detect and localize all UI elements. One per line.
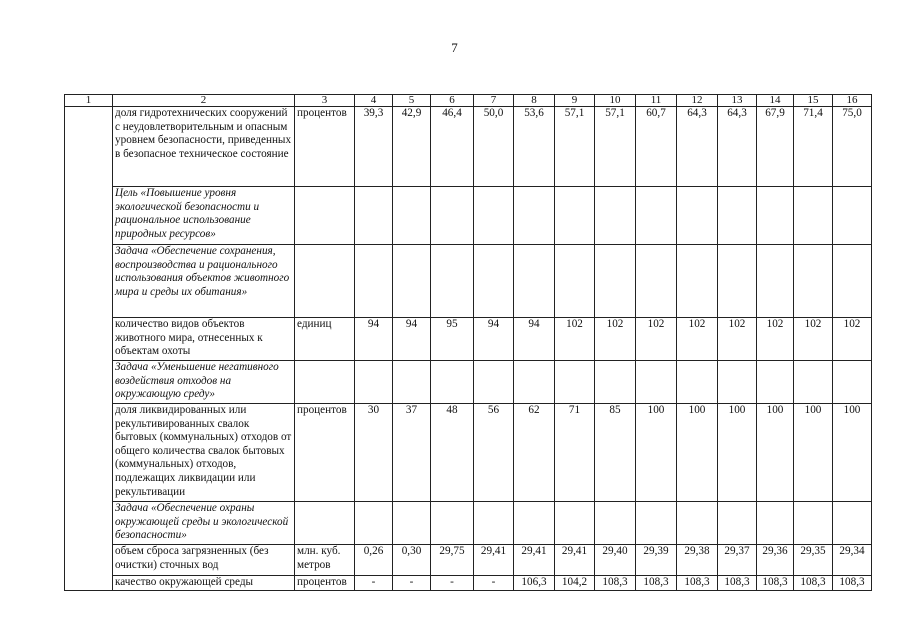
column-number-header: 15 bbox=[794, 95, 833, 107]
value-cell: 29,41 bbox=[514, 545, 555, 576]
value-cell bbox=[393, 502, 431, 545]
column-number-header: 7 bbox=[474, 95, 514, 107]
value-cell: 57,1 bbox=[555, 107, 595, 187]
value-cell: 60,7 bbox=[636, 107, 677, 187]
value-cell bbox=[595, 361, 636, 404]
value-cell bbox=[393, 361, 431, 404]
value-cell: 108,3 bbox=[757, 576, 794, 591]
value-cell bbox=[833, 245, 872, 318]
value-cell: 29,39 bbox=[636, 545, 677, 576]
column-number-header: 6 bbox=[431, 95, 474, 107]
section-heading-cell: Цель «Повышение уровня экологической безопасности и рациональное использование природных ресурсов» bbox=[113, 187, 295, 245]
column-number-header: 1 bbox=[65, 95, 113, 107]
value-cell: 100 bbox=[636, 404, 677, 502]
table-row bbox=[65, 187, 872, 245]
value-cell: 108,3 bbox=[677, 576, 718, 591]
value-cell: 100 bbox=[757, 404, 794, 502]
unit-cell bbox=[295, 502, 355, 545]
indicator-name-cell: объем сброса загрязненных (без очистки) сточных вод bbox=[113, 545, 295, 576]
column-number-header: 10 bbox=[595, 95, 636, 107]
value-cell: 94 bbox=[393, 318, 431, 361]
value-cell bbox=[757, 187, 794, 245]
value-cell: 85 bbox=[595, 404, 636, 502]
column-number-header: 11 bbox=[636, 95, 677, 107]
value-cell bbox=[794, 502, 833, 545]
value-cell: 56 bbox=[474, 404, 514, 502]
value-cell bbox=[355, 245, 393, 318]
value-cell: 67,9 bbox=[757, 107, 794, 187]
value-cell: 0,26 bbox=[355, 545, 393, 576]
value-cell: 108,3 bbox=[833, 576, 872, 591]
value-cell: - bbox=[474, 576, 514, 591]
value-cell: 48 bbox=[431, 404, 474, 502]
unit-cell bbox=[295, 187, 355, 245]
value-cell: 108,3 bbox=[636, 576, 677, 591]
table-row bbox=[65, 361, 872, 404]
value-cell bbox=[833, 361, 872, 404]
value-cell bbox=[794, 361, 833, 404]
unit-cell: единиц bbox=[295, 318, 355, 361]
value-cell bbox=[757, 502, 794, 545]
value-cell: 100 bbox=[718, 404, 757, 502]
value-cell: 46,4 bbox=[431, 107, 474, 187]
value-cell bbox=[794, 187, 833, 245]
value-cell: 71,4 bbox=[794, 107, 833, 187]
value-cell: 29,41 bbox=[555, 545, 595, 576]
value-cell: 104,2 bbox=[555, 576, 595, 591]
value-cell bbox=[514, 361, 555, 404]
value-cell bbox=[718, 245, 757, 318]
value-cell bbox=[595, 245, 636, 318]
value-cell bbox=[393, 245, 431, 318]
value-cell: 108,3 bbox=[718, 576, 757, 591]
value-cell: 94 bbox=[355, 318, 393, 361]
unit-cell: млн. куб. метров bbox=[295, 545, 355, 576]
value-cell: 29,35 bbox=[794, 545, 833, 576]
page-number: 7 bbox=[451, 40, 458, 55]
value-cell bbox=[636, 187, 677, 245]
indicator-name-cell: доля ликвидированных или рекультивированных свалок бытовых (коммунальных) отходов от общего количества свалок бытовых (коммунальных) отходов, подлежащих ликвидации или рекультивации bbox=[113, 404, 295, 502]
value-cell: 106,3 bbox=[514, 576, 555, 591]
value-cell bbox=[431, 187, 474, 245]
value-cell bbox=[393, 187, 431, 245]
value-cell: 29,40 bbox=[595, 545, 636, 576]
value-cell bbox=[636, 502, 677, 545]
value-cell bbox=[833, 502, 872, 545]
column-number-header: 14 bbox=[757, 95, 794, 107]
value-cell: 30 bbox=[355, 404, 393, 502]
value-cell bbox=[718, 502, 757, 545]
value-cell: 102 bbox=[555, 318, 595, 361]
value-cell bbox=[636, 245, 677, 318]
column-number-header: 13 bbox=[718, 95, 757, 107]
column-number-header: 12 bbox=[677, 95, 718, 107]
value-cell: 39,3 bbox=[355, 107, 393, 187]
value-cell: 100 bbox=[677, 404, 718, 502]
value-cell bbox=[794, 245, 833, 318]
value-cell bbox=[555, 245, 595, 318]
value-cell: 100 bbox=[833, 404, 872, 502]
table-row bbox=[65, 107, 872, 187]
value-cell bbox=[514, 245, 555, 318]
value-cell: 37 bbox=[393, 404, 431, 502]
value-cell: 102 bbox=[718, 318, 757, 361]
value-cell bbox=[595, 502, 636, 545]
value-cell bbox=[677, 187, 718, 245]
indicator-name-cell: качество окружающей среды bbox=[113, 576, 295, 591]
value-cell bbox=[514, 187, 555, 245]
table-row bbox=[65, 318, 872, 361]
table-row bbox=[65, 545, 872, 576]
value-cell: 100 bbox=[794, 404, 833, 502]
value-cell: 94 bbox=[514, 318, 555, 361]
unit-cell: процентов bbox=[295, 107, 355, 187]
value-cell bbox=[355, 187, 393, 245]
value-cell: 29,34 bbox=[833, 545, 872, 576]
value-cell: 102 bbox=[757, 318, 794, 361]
value-cell bbox=[757, 361, 794, 404]
value-cell: 62 bbox=[514, 404, 555, 502]
value-cell bbox=[718, 187, 757, 245]
section-heading-cell: Задача «Обеспечение сохранения, воспроизводства и рационального использования объектов животного мира и среды их обитания» bbox=[113, 245, 295, 318]
value-cell bbox=[431, 502, 474, 545]
unit-cell: процентов bbox=[295, 576, 355, 591]
value-cell: 29,37 bbox=[718, 545, 757, 576]
column-numbers-row bbox=[65, 95, 872, 107]
value-cell bbox=[514, 502, 555, 545]
value-cell: 53,6 bbox=[514, 107, 555, 187]
value-cell: 102 bbox=[677, 318, 718, 361]
value-cell bbox=[474, 187, 514, 245]
value-cell bbox=[757, 245, 794, 318]
value-cell bbox=[677, 361, 718, 404]
value-cell bbox=[474, 245, 514, 318]
row-number-cell bbox=[65, 107, 113, 591]
value-cell: 102 bbox=[833, 318, 872, 361]
value-cell bbox=[636, 361, 677, 404]
value-cell: - bbox=[393, 576, 431, 591]
value-cell: 94 bbox=[474, 318, 514, 361]
table-row bbox=[65, 576, 872, 591]
indicator-name-cell: количество видов объектов животного мира, отнесенных к объектам охоты bbox=[113, 318, 295, 361]
unit-cell bbox=[295, 245, 355, 318]
indicator-name-cell: доля гидротехнических сооружений с неудовлетворительным и опасным уровнем безопасности, приведенных в безопасное техническое состояние bbox=[113, 107, 295, 187]
value-cell: 108,3 bbox=[595, 576, 636, 591]
column-number-header: 2 bbox=[113, 95, 295, 107]
value-cell: 50,0 bbox=[474, 107, 514, 187]
value-cell bbox=[474, 361, 514, 404]
column-number-header: 8 bbox=[514, 95, 555, 107]
value-cell bbox=[355, 361, 393, 404]
column-number-header: 3 bbox=[295, 95, 355, 107]
value-cell: 108,3 bbox=[794, 576, 833, 591]
value-cell: 95 bbox=[431, 318, 474, 361]
value-cell: 29,36 bbox=[757, 545, 794, 576]
section-heading-cell: Задача «Обеспечение охраны окружающей среды и экологической безопасности» bbox=[113, 502, 295, 545]
value-cell: 71 bbox=[555, 404, 595, 502]
table-row bbox=[65, 245, 872, 318]
table-row bbox=[65, 502, 872, 545]
value-cell: 42,9 bbox=[393, 107, 431, 187]
value-cell bbox=[431, 361, 474, 404]
value-cell bbox=[555, 502, 595, 545]
value-cell bbox=[355, 502, 393, 545]
column-number-header: 4 bbox=[355, 95, 393, 107]
unit-cell: процентов bbox=[295, 404, 355, 502]
column-number-header: 9 bbox=[555, 95, 595, 107]
value-cell: - bbox=[431, 576, 474, 591]
value-cell: 102 bbox=[794, 318, 833, 361]
value-cell bbox=[431, 245, 474, 318]
value-cell bbox=[677, 245, 718, 318]
value-cell: 29,41 bbox=[474, 545, 514, 576]
table-row bbox=[65, 404, 872, 502]
value-cell: 57,1 bbox=[595, 107, 636, 187]
column-number-header: 16 bbox=[833, 95, 872, 107]
value-cell: 75,0 bbox=[833, 107, 872, 187]
value-cell bbox=[833, 187, 872, 245]
value-cell bbox=[555, 361, 595, 404]
indicators-table bbox=[64, 94, 872, 591]
value-cell: 64,3 bbox=[718, 107, 757, 187]
value-cell bbox=[677, 502, 718, 545]
value-cell: 102 bbox=[636, 318, 677, 361]
value-cell: - bbox=[355, 576, 393, 591]
section-heading-cell: Задача «Уменьшение негативного воздействия отходов на окружающую среду» bbox=[113, 361, 295, 404]
value-cell: 102 bbox=[595, 318, 636, 361]
value-cell: 29,38 bbox=[677, 545, 718, 576]
value-cell bbox=[718, 361, 757, 404]
column-number-header: 5 bbox=[393, 95, 431, 107]
value-cell bbox=[595, 187, 636, 245]
value-cell bbox=[474, 502, 514, 545]
unit-cell bbox=[295, 361, 355, 404]
value-cell bbox=[555, 187, 595, 245]
value-cell: 29,75 bbox=[431, 545, 474, 576]
value-cell: 64,3 bbox=[677, 107, 718, 187]
value-cell: 0,30 bbox=[393, 545, 431, 576]
